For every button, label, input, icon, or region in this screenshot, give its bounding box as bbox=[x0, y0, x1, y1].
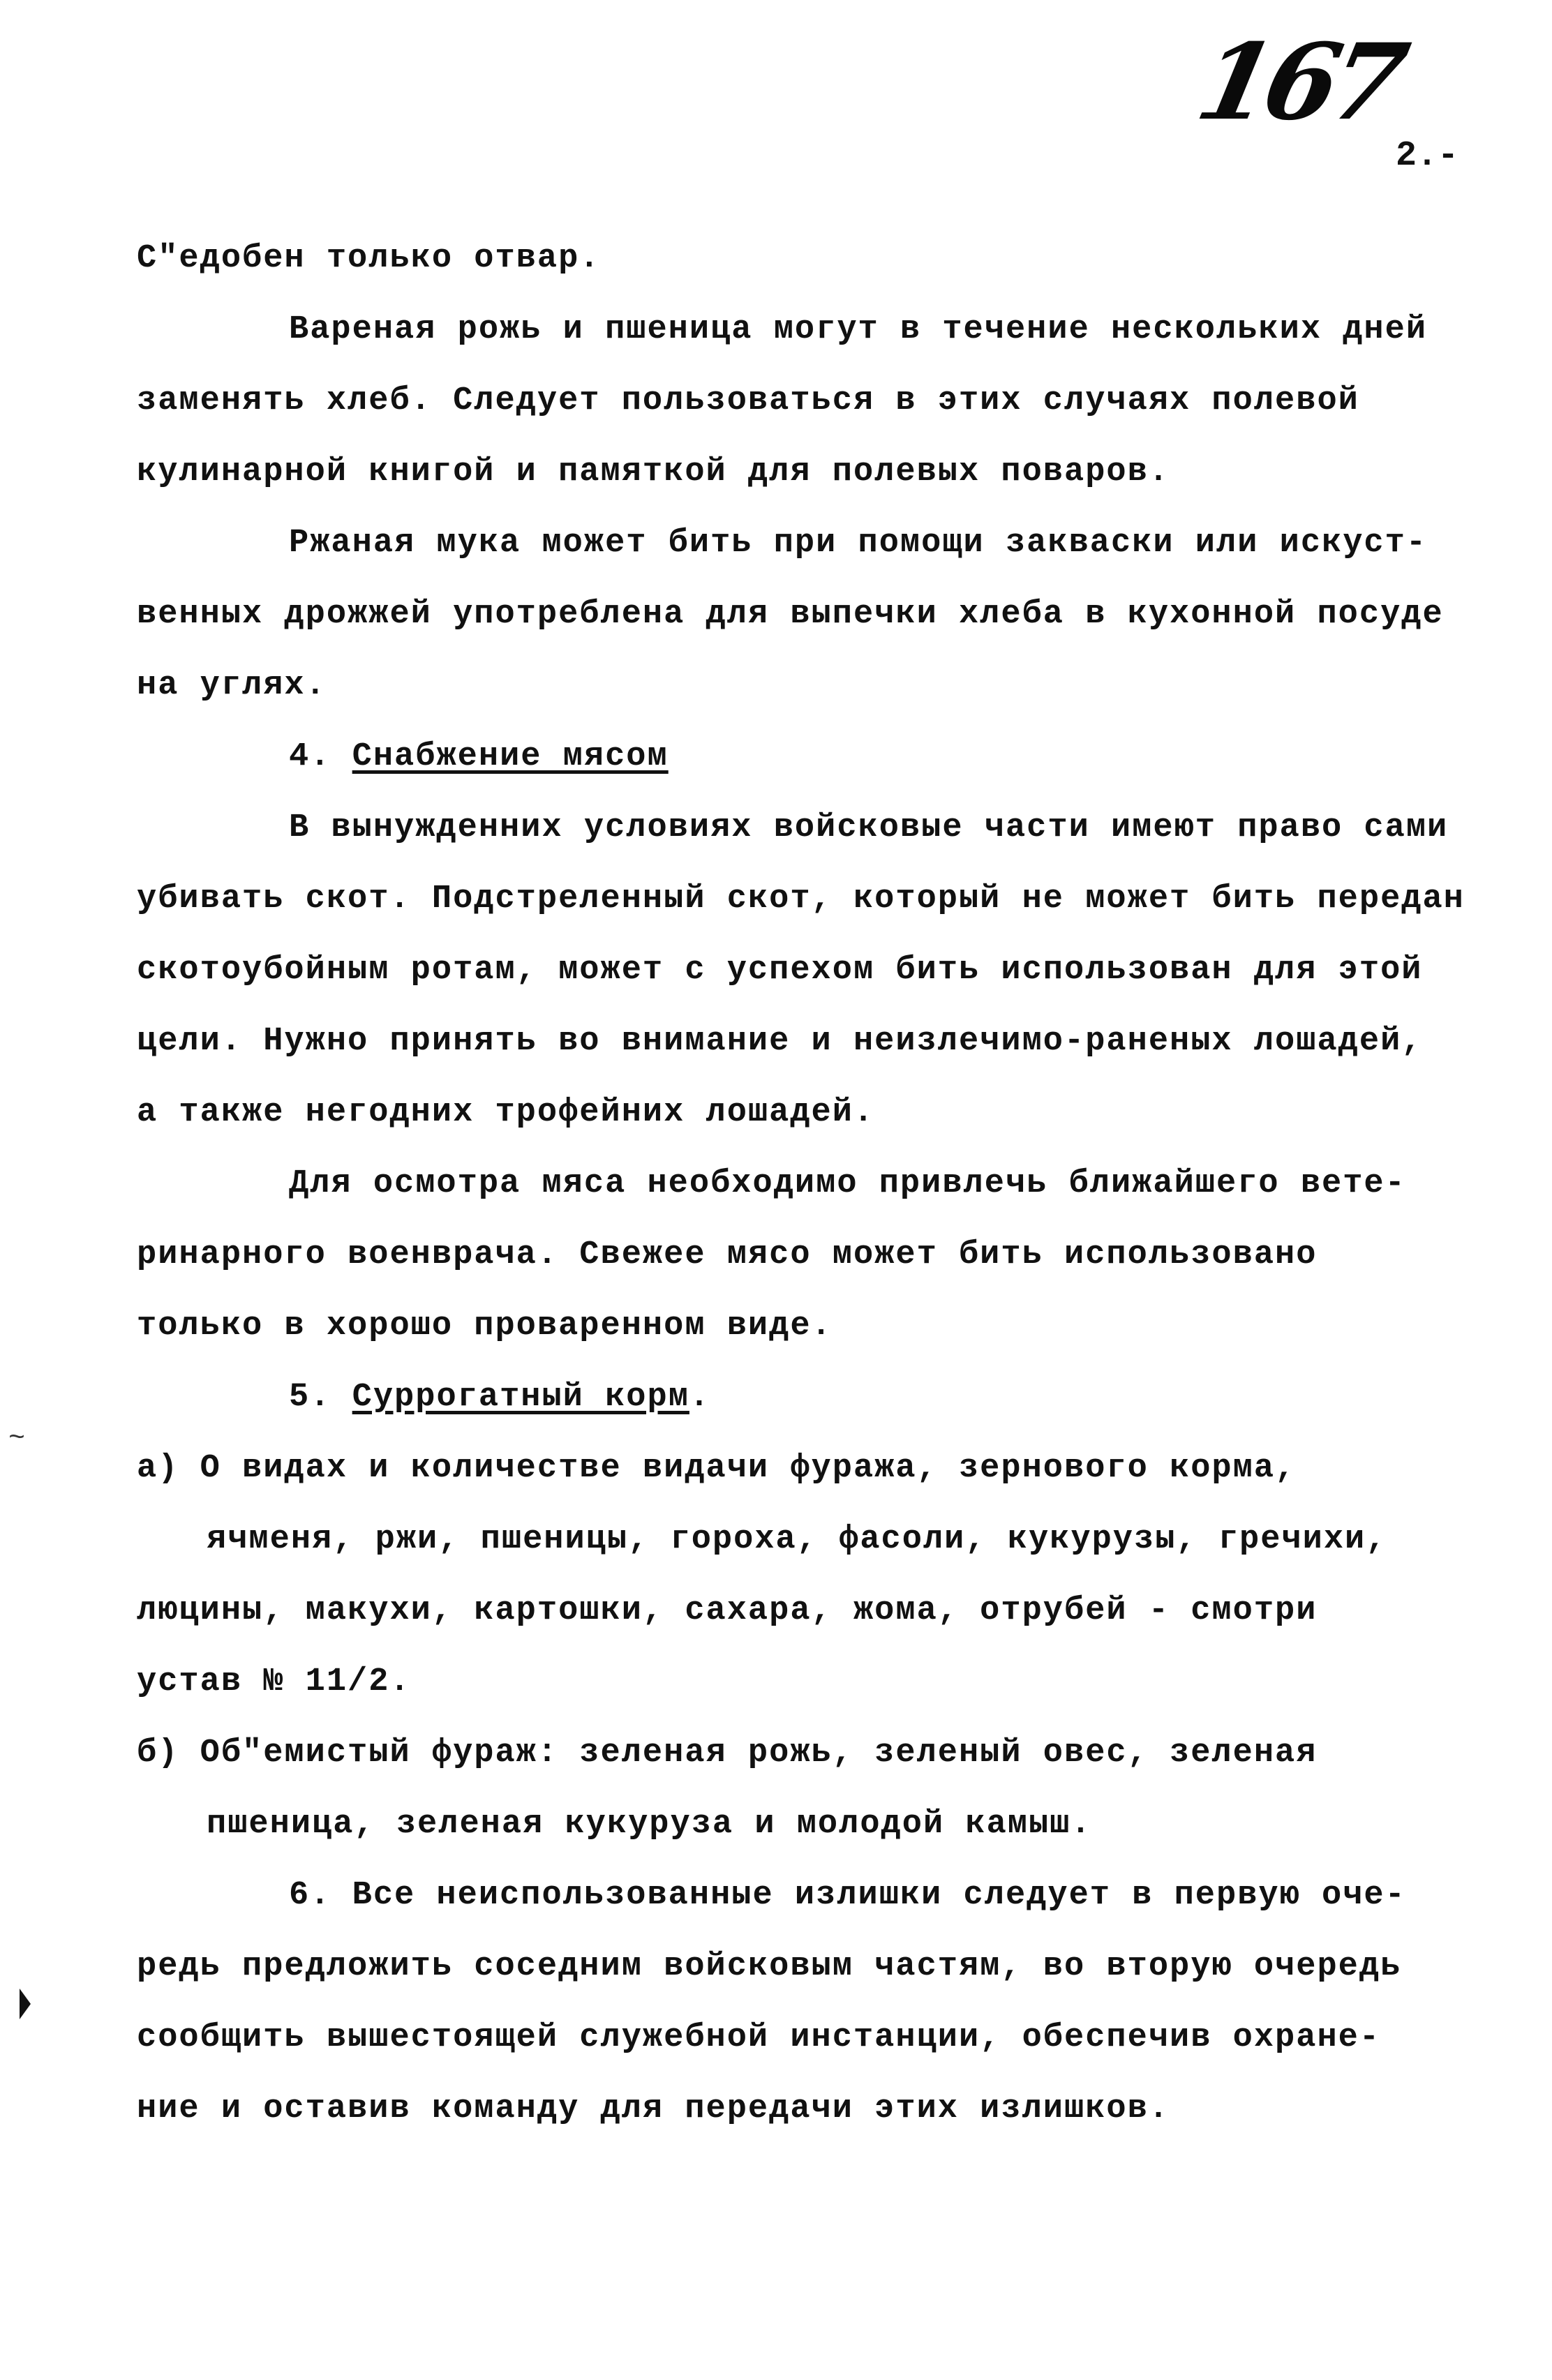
text-line: убивать скот. Подстреленный скот, который не может бить передан bbox=[137, 881, 1465, 918]
list-item-b: б) Об"емистый фураж: зеленая рожь, зеленый овес, зеленая bbox=[137, 1735, 1318, 1772]
section-title: Суррогатный корм bbox=[352, 1379, 689, 1416]
text-line: а также негодних трофейних лошадей. bbox=[137, 1094, 875, 1131]
section-title: Снабжение мясом bbox=[352, 738, 669, 775]
text-line: на углях. bbox=[137, 667, 327, 704]
text-line: Для осмотра мяса необходимо привлечь ближайшего вете- bbox=[289, 1165, 1406, 1202]
margin-mark: ~ bbox=[8, 1423, 26, 1455]
paragraph-6: 6. Все неиспользованные излишки следует в первую оче- bbox=[289, 1877, 1406, 1914]
text-line: венных дрожжей употреблена для выпечки хлеба в кухонной посуде bbox=[137, 596, 1444, 633]
section-title-period: . bbox=[689, 1379, 711, 1416]
text-line: сообщить вышестоящей служебной инстанции, обеспечив охране- bbox=[137, 2019, 1381, 2056]
text-line: С"едобен только отвар. bbox=[137, 240, 601, 277]
section-number: 4. bbox=[289, 738, 331, 775]
text-line: Вареная рожь и пшеница могут в течение нескольких дней bbox=[289, 311, 1428, 348]
text-line: ние и оставив команду для передачи этих излишков. bbox=[137, 2090, 1170, 2127]
text-line: цели. Нужно принять во внимание и неизлечимо-раненых лошадей, bbox=[137, 1023, 1423, 1060]
text-line: люцины, макухи, картошки, сахара, жома, отрубей - смотри bbox=[137, 1592, 1318, 1629]
text-line: скотоубойным ротам, может с успехом бить использован для этой bbox=[137, 952, 1423, 989]
document-body bbox=[137, 223, 1505, 2145]
text-line: кулинарной книгой и памяткой для полевых поваров. bbox=[137, 454, 1170, 491]
text-line: ринарного военврача. Свежее мясо может бить использовано bbox=[137, 1236, 1318, 1273]
page-number: 2.- bbox=[1396, 136, 1459, 176]
section-heading-5 bbox=[137, 1362, 1505, 1433]
text-line: только в хорошо проваренном виде. bbox=[137, 1308, 833, 1345]
handwritten-folio-number: 167 bbox=[1187, 21, 1411, 144]
section-heading-4 bbox=[137, 721, 1505, 793]
text-line: пшеница, зеленая кукуруза и молодой камыш. bbox=[207, 1806, 1092, 1843]
text-line: В вынужденних условиях войсковые части имеют право сами bbox=[289, 809, 1449, 846]
text-line: ячменя, ржи, пшеницы, гороха, фасоли, кукурузы, гречихи, bbox=[207, 1521, 1387, 1558]
text-line: заменять хлеб. Следует пользоваться в этих случаях полевой bbox=[137, 382, 1359, 419]
margin-arrow-mark bbox=[20, 1989, 31, 2019]
text-line: редь предложить соседним войсковым частям, во вторую очередь bbox=[137, 1948, 1402, 1985]
text-line: Ржаная мука может бить при помощи закваски или искуст- bbox=[289, 525, 1428, 562]
text-line: устав № 11/2. bbox=[137, 1663, 411, 1700]
list-item-a: а) О видах и количестве видачи фуража, зернового корма, bbox=[137, 1450, 1297, 1487]
section-number: 5. bbox=[289, 1379, 331, 1416]
